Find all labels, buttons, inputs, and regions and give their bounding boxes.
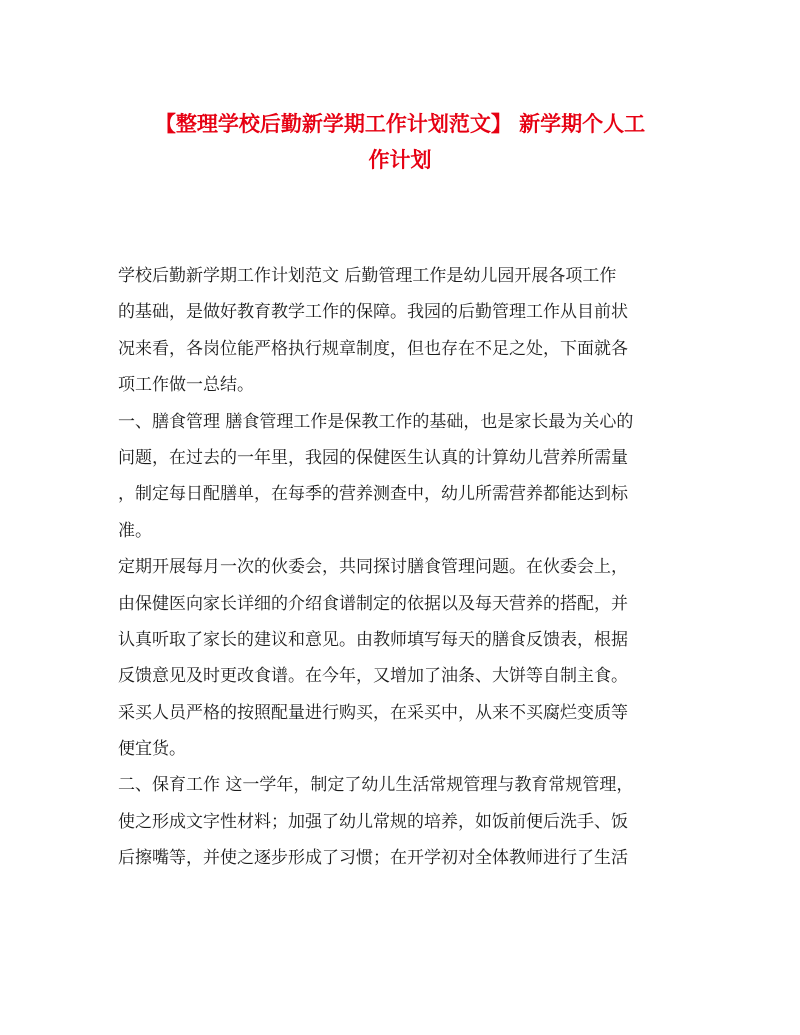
body-text [118,258,686,877]
body-line: 使之形成文字性材料；加强了幼儿常规的培养，如饭前便后洗手、饭 [118,811,628,832]
page-title [100,104,700,177]
body-line: 认真听取了家长的建议和意见。由教师填写每天的膳食反馈表，根据 [118,629,628,650]
body-line: 况来看，各岗位能严格执行规章制度，但也存在不足之处，下面就各 [118,338,628,359]
body-line: 由保健医向家长详细的介绍食谱制定的依据以及每天营养的搭配，并 [118,593,628,614]
body-line: 的基础，是做好教育教学工作的保障。我园的后勤管理工作从目前状 [118,302,628,323]
body-line: 学校后勤新学期工作计划范文 后勤管理工作是幼儿园开展各项工作 [118,266,617,286]
body-line: 定期开展每月一次的伙委会，共同探讨膳食管理问题。在伙委会上， [118,557,628,578]
body-line: 项工作做一总结。 [118,375,254,396]
body-line: 后擦嘴等，并使之逐步形成了习惯；在开学初对全体教师进行了生活 [118,848,628,869]
body-line: 便宜货。 [118,739,186,760]
body-line: 问题，在过去的一年里，我园的保健医生认真的计算幼儿营养所需量 [118,447,628,468]
title-line-1: 【整理学校后勤新学期工作计划范文】 新学期个人工 [154,111,646,136]
title-line-2: 作计划 [368,147,432,173]
body-line: 反馈意见及时更改食谱。在今年，又增加了油条、大饼等自制主食。 [118,666,628,687]
body-line: 一、膳食管理 膳食管理工作是保教工作的基础，也是家长最为关心的 [118,411,634,432]
body-line: ，制定每日配膳单，在每季的营养测查中，幼儿所需营养都能达到标 [118,484,628,505]
body-line: 准。 [118,520,152,541]
body-line: 采买人员严格的按照配量进行购买，在采买中，从来不买腐烂变质等 [118,702,628,723]
body-line: 二、保育工作 这一学年，制定了幼儿生活常规管理与教育常规管理， [118,775,634,796]
